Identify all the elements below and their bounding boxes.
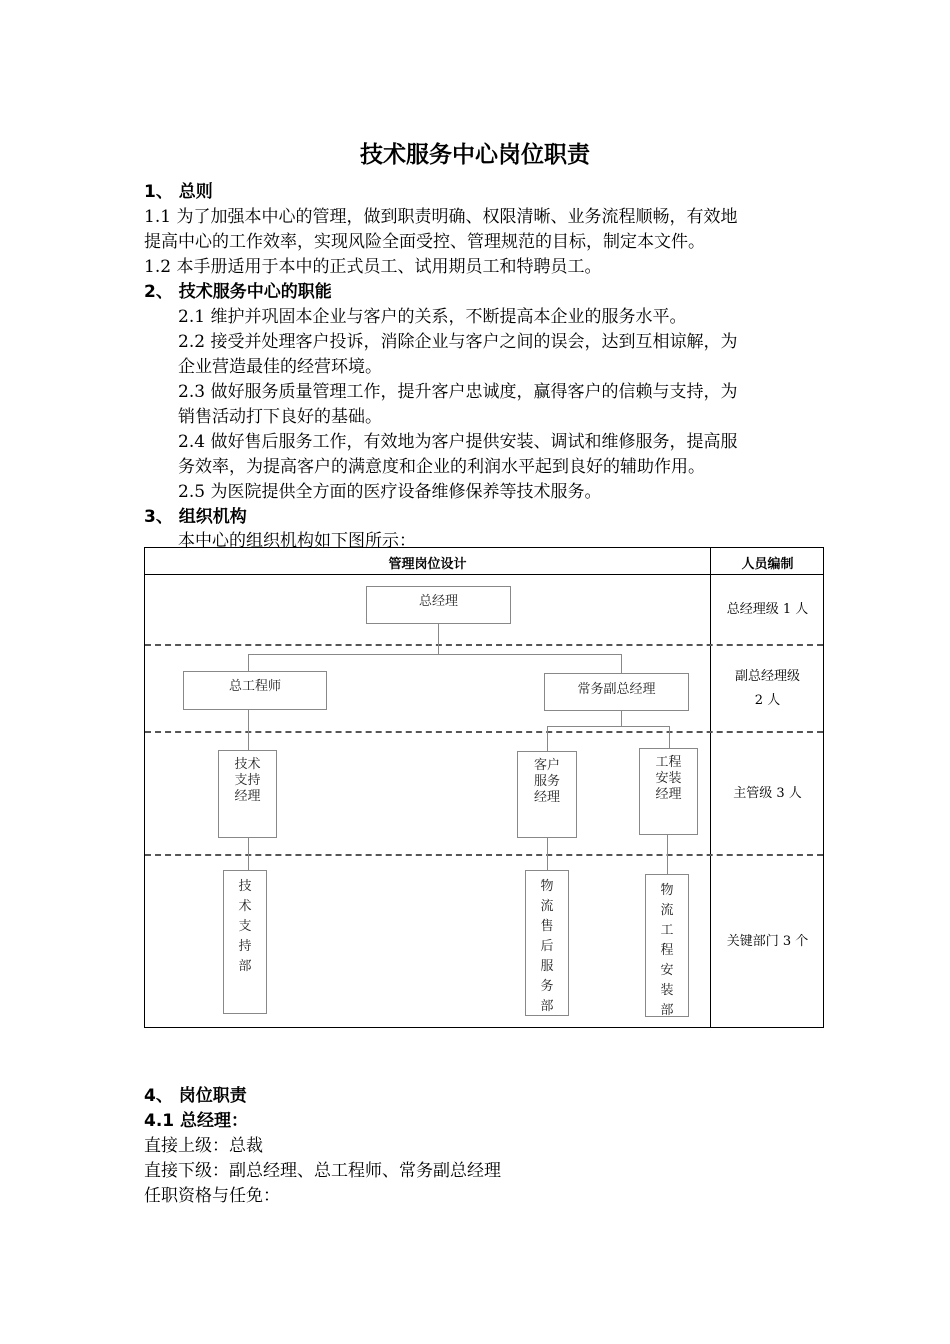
staff-supervisor-level: 主管级 3 人 <box>733 786 802 801</box>
item-2-3-line1: 2.3 做好服务质量管理工作，提升客户忠诚度，赢得客户的信赖与支持，为 <box>178 382 738 402</box>
connector <box>547 726 669 727</box>
org-node-general-manager: 总经理 <box>366 586 511 624</box>
staff-vp-level-line2: 2 人 <box>754 693 781 708</box>
section-2-heading: 2、 技术服务中心的职能 <box>144 282 332 302</box>
connector <box>438 624 439 654</box>
connector <box>248 654 621 655</box>
direct-superior: 直接上级：总裁 <box>144 1136 263 1156</box>
item-2-1: 2.1 维护并巩固本企业与客户的关系，不断提高本企业的服务水平。 <box>178 307 687 327</box>
connector <box>669 726 670 748</box>
header-staffing: 人员编制 <box>741 557 794 572</box>
connector <box>248 710 249 750</box>
org-chart <box>144 547 824 1028</box>
header-position-design: 管理岗位设计 <box>388 557 467 572</box>
org-node-installation-manager: 工程 安装 经理 <box>639 748 698 835</box>
section-4-heading: 4、 岗位职责 <box>144 1086 247 1106</box>
row-divider <box>145 644 823 646</box>
page-title: 技术服务中心岗位职责 <box>360 142 590 168</box>
item-2-4-line1: 2.4 做好售后服务工作，有效地为客户提供安装、调试和维修服务，提高服 <box>178 432 738 452</box>
staff-key-departments: 关键部门 3 个 <box>726 934 809 949</box>
connector <box>547 726 548 751</box>
item-2-3-line2: 销售活动打下良好的基础。 <box>178 407 382 427</box>
item-2-5: 2.5 为医院提供全方面的医疗设备维修保养等技术服务。 <box>178 482 602 502</box>
section-1-heading: 1、 总则 <box>144 182 213 202</box>
org-node-tech-support-dept: 技 术 支 持 部 <box>223 870 267 1014</box>
org-node-executive-vp: 常务副总经理 <box>544 673 689 711</box>
para-1-1-line1: 1.1 为了加强本中心的管理，做到职责明确、权限清晰、业务流程顺畅，有效地 <box>144 207 738 227</box>
row-divider <box>145 854 823 856</box>
staff-gm-level: 总经理级 1 人 <box>726 602 809 617</box>
item-2-2-line2: 企业营造最佳的经营环境。 <box>178 357 382 377</box>
connector <box>667 834 668 874</box>
staff-vp-level-line1: 副总经理级 <box>734 669 800 684</box>
row-divider <box>145 731 823 733</box>
qualifications-heading: 任职资格与任免： <box>144 1186 280 1206</box>
section-4-1-heading: 4.1 总经理： <box>144 1111 249 1131</box>
direct-subordinates: 直接下级：副总经理、总工程师、常务副总经理 <box>144 1161 501 1181</box>
item-2-2-line1: 2.2 接受并处理客户投诉，消除企业与客户之间的误会，达到互相谅解，为 <box>178 332 738 352</box>
org-node-installation-dept: 物 流 工 程 安 装 部 <box>645 874 689 1017</box>
org-node-customer-service-manager: 客户 服务 经理 <box>517 751 577 838</box>
connector <box>248 654 249 671</box>
section-3-intro: 本中心的组织机构如下图所示： <box>178 531 416 551</box>
para-1-2: 1.2 本手册适用于本中的正式员工、试用期员工和特聘员工。 <box>144 257 602 277</box>
connector <box>547 837 548 870</box>
connector <box>621 711 622 726</box>
para-1-1-line2: 提高中心的工作效率，实现风险全面受控、管理规范的目标，制定本文件。 <box>144 232 705 252</box>
org-node-aftersales-dept: 物 流 售 后 服 务 部 <box>525 870 569 1016</box>
connector <box>248 837 249 870</box>
connector <box>621 654 622 673</box>
item-2-4-line2: 务效率，为提高客户的满意度和企业的利润水平起到良好的辅助作用。 <box>178 457 705 477</box>
section-3-heading: 3、 组织机构 <box>144 507 247 527</box>
org-node-tech-support-manager: 技术 支持 经理 <box>218 750 277 838</box>
org-node-chief-engineer: 总工程师 <box>183 671 327 710</box>
header-divider <box>145 574 823 575</box>
